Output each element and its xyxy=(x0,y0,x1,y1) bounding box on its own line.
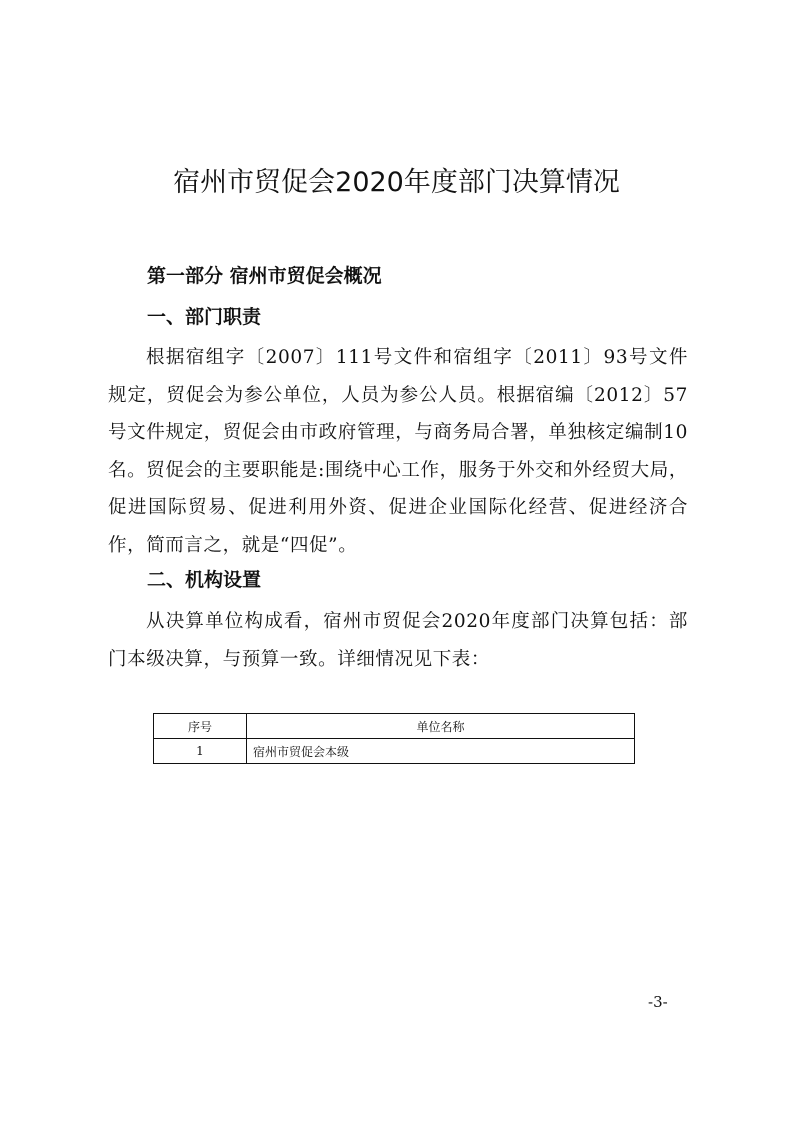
units-table xyxy=(153,713,635,764)
section-paragraph-structure: 从决算单位构成看，宿州市贸促会2020年度部门决算包括：部门本级决算，与预算一致。详细情况见下表： xyxy=(108,611,688,670)
section-paragraph-duties: 根据宿组字〔2007〕111号文件和宿组字〔2011〕93号文件规定，贸促会为参公单位，人员为参公人员。根据宿编〔2012〕57号文件规定，贸促会由市政府管理，与商务局合署，单独核定编制10名。贸促会的主要职能是:围绕中心工作，服务于外交和外经贸大局，促进国际贸易、促进利用外资、促进企业国际化经营、促进经济合作，简而言之，就是“四促”。 xyxy=(108,347,688,556)
table-row xyxy=(154,739,635,764)
part-heading: 第一部分 宿州市贸促会概况 xyxy=(147,265,382,287)
section-heading-duties: 一、部门职责 xyxy=(147,306,262,328)
table-header-cell: 单位名称 xyxy=(247,714,635,739)
table-cell: 1 xyxy=(154,739,247,764)
page-number: -3- xyxy=(648,993,668,1011)
table-header-row xyxy=(154,714,635,739)
table-cell: 宿州市贸促会本级 xyxy=(247,739,635,764)
table-header-cell: 序号 xyxy=(154,714,247,739)
section-heading-structure: 二、机构设置 xyxy=(147,569,262,591)
document-title: 宿州市贸促会2020年度部门决算情况 xyxy=(173,167,620,198)
